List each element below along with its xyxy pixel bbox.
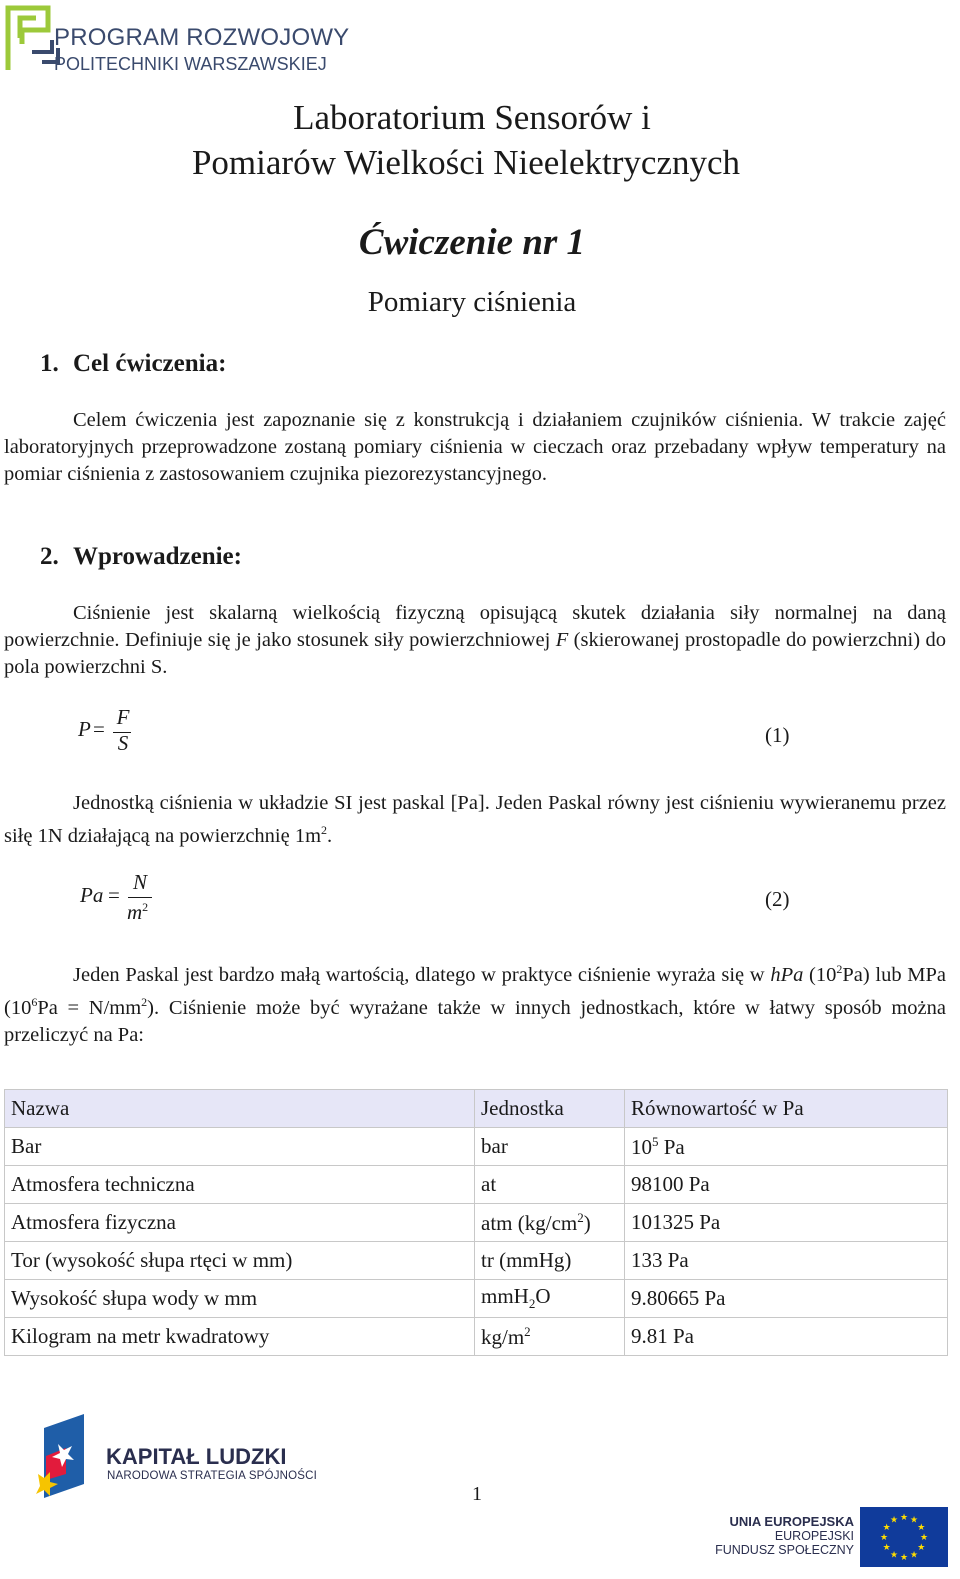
table-row — [5, 1128, 948, 1166]
cell-unit-name: Kilogram na metr kwadratowy — [5, 1318, 475, 1356]
si-unit-text: Jednostką ciśnienia w układzie SI jest paskal [Pa]. Jeden Paskal równy jest ciśnieniu wywieranemu przez siłę 1N działającą na powierzchnię 1m — [4, 792, 946, 847]
formula2-eq: = — [108, 883, 120, 907]
pa-value: 101325 Pa — [631, 1210, 721, 1234]
section-number: 2. — [40, 543, 59, 570]
cell-pa-equivalent — [625, 1242, 948, 1280]
kapital-ludzki-title: KAPITAŁ LUDZKI — [106, 1444, 287, 1469]
formula2-den-exponent: 2 — [142, 900, 149, 914]
eu-star-icon: ★ — [917, 1542, 926, 1552]
unit-symbol: atm (kg/cm — [481, 1210, 578, 1235]
politechnika-program-logo — [4, 4, 350, 76]
formula2-lhs: Pa — [80, 883, 104, 907]
pa-value: 98100 Pa — [631, 1172, 710, 1196]
units-text-b: (10 — [803, 963, 837, 986]
cell-unit-name: Bar — [5, 1128, 475, 1166]
cell-pa-equivalent — [625, 1204, 948, 1242]
cell-unit-symbol — [475, 1204, 625, 1242]
formula1-lhs: P — [78, 717, 91, 741]
table-row — [5, 1204, 948, 1242]
formula1-numerator: F — [116, 705, 130, 729]
equation-number-1: (1) — [765, 723, 790, 747]
eu-star-icon: ★ — [919, 1532, 929, 1542]
pa-value-unit: Pa — [658, 1134, 685, 1159]
pa-value: 9.81 Pa — [631, 1324, 694, 1348]
cell-unit-symbol — [475, 1166, 625, 1204]
intro-text-a: Ciśnienie jest skalarną wielkością fizyczną opisującą skutek działania siły normalnej na daną powierzchnie. Definiuje się je jako stosunek siły powierzchniowej — [4, 602, 946, 651]
kapital-ludzki-emblem-icon — [36, 1414, 96, 1506]
units-text-c: Pa) lub MPa (10 — [4, 963, 947, 1019]
column-header-value: Równowartość w Pa — [625, 1090, 948, 1128]
units-sup-1: 2 — [836, 962, 843, 976]
exercise-title: Ćwiczenie nr 1 — [358, 222, 586, 263]
cell-unit-symbol — [475, 1318, 625, 1356]
unit-tail: ) — [583, 1210, 591, 1235]
unit-tail: O — [535, 1284, 551, 1309]
unit-superscript: 2 — [577, 1209, 584, 1225]
eu-logo-line2: EUROPEJSKI — [774, 1529, 854, 1543]
section-heading-goal — [40, 350, 226, 378]
page-number: 1 — [472, 1483, 482, 1505]
cell-unit-symbol — [475, 1242, 625, 1280]
hpa-unit: hPa — [770, 963, 804, 986]
formula2-fraction-bar — [128, 897, 152, 898]
cell-pa-equivalent — [625, 1166, 948, 1204]
kapital-ludzki-logo — [36, 1414, 316, 1506]
column-header-unit: Jednostka — [475, 1090, 625, 1128]
pa-value: 133 Pa — [631, 1248, 689, 1272]
equation-number-2: (2) — [765, 887, 790, 911]
unit-symbol: kg/m — [481, 1324, 525, 1349]
intro-paragraph-3 — [4, 956, 946, 1049]
formula1-eq: = — [93, 717, 105, 741]
eu-star-icon: ★ — [889, 1514, 899, 1525]
document-title-line2: Pomiarów Wielkości Nieelektrycznych — [191, 143, 741, 182]
section-heading-intro — [40, 543, 242, 571]
eu-star-icon: ★ — [899, 1552, 909, 1562]
eu-social-fund-logo — [715, 1505, 950, 1569]
cell-unit-name: Atmosfera techniczna — [5, 1166, 475, 1204]
unit-symbol: at — [481, 1172, 497, 1196]
pa-value: 10 — [631, 1134, 652, 1159]
document-title-line1: Laboratorium Sensorów i — [293, 98, 651, 137]
unit-superscript: 2 — [524, 1323, 531, 1339]
units-text-d: Pa = N/mm — [37, 996, 142, 1019]
eu-star-icon: ★ — [909, 1514, 919, 1525]
section-title: Cel ćwiczenia: — [73, 350, 227, 377]
cell-unit-name: Wysokość słupa wody w mm — [5, 1280, 475, 1318]
cell-pa-equivalent — [625, 1128, 948, 1166]
pa-value-exponent: 5 — [652, 1133, 659, 1149]
eu-logo-line1: UNIA EUROPEJSKA — [729, 1514, 854, 1529]
cell-unit-symbol — [475, 1128, 625, 1166]
formula2-den-base: m — [127, 900, 143, 924]
goal-paragraph — [4, 407, 946, 488]
pa-value: 9.80665 Pa — [631, 1286, 726, 1310]
eu-star-icon: ★ — [917, 1522, 926, 1532]
section-number: 1. — [40, 350, 59, 377]
unit-subscript: 2 — [528, 1296, 536, 1312]
eu-star-icon: ★ — [882, 1522, 891, 1532]
units-text-a: Jeden Paskal jest bardzo małą wartością, dlatego w praktyce ciśnienie wyraża się w — [73, 963, 771, 986]
eu-logo-text — [715, 1515, 854, 1557]
column-header-name: Nazwa — [5, 1090, 475, 1128]
cell-unit-name: Atmosfera fizyczna — [5, 1204, 475, 1242]
kapital-ludzki-subtitle: NARODOWA STRATEGIA SPÓJNOŚCI — [107, 1470, 318, 1482]
intro-text-b: (skierowanej prostopadle do powierzchni) do pola powierzchni S. — [4, 629, 946, 678]
table-row — [5, 1280, 948, 1318]
units-sup-2: 6 — [31, 994, 38, 1009]
formula-pascal — [80, 870, 200, 926]
logo-line2: POLITECHNIKI WARSZAWSKIEJ — [54, 54, 327, 74]
si-unit-end: . — [327, 824, 333, 847]
table-header-row — [5, 1090, 948, 1128]
formula2-numerator: N — [132, 870, 147, 894]
formula1-denominator: S — [117, 731, 129, 755]
eu-logo-line3: FUNDUSZ SPOŁECZNY — [715, 1543, 854, 1557]
cell-unit-symbol — [475, 1280, 625, 1318]
goal-text: Celem ćwiczenia jest zapoznanie się z konstrukcją i działaniem czujników ciśnienia. W trakcie zajęć laboratoryjnych przeprowadzone zostaną pomiary ciśnienia w cieczach oraz przebadany wpływ temperatury na pomiar ciśnienia z zastosowaniem czujnika piezorezystancyjnego. — [4, 409, 946, 485]
intro-paragraph-1 — [4, 600, 946, 681]
formula-pressure — [78, 705, 198, 757]
logo-line1: PROGRAM ROZWOJOWY — [54, 24, 350, 51]
unit-symbol: mmH — [481, 1284, 529, 1309]
cell-pa-equivalent — [625, 1318, 948, 1356]
table-row — [5, 1242, 948, 1280]
eu-star-icon: ★ — [909, 1549, 919, 1560]
eu-star-icon: ★ — [889, 1549, 899, 1560]
program-rozwojowy-logo-icon — [4, 4, 60, 72]
eu-star-icon: ★ — [882, 1542, 891, 1552]
unit-symbol: tr (mmHg) — [481, 1248, 572, 1272]
cell-unit-name: Tor (wysokość słupa rtęci w mm) — [5, 1242, 475, 1280]
pressure-units-table — [4, 1089, 948, 1356]
formula2-denominator — [127, 900, 157, 925]
eu-flag-icon — [860, 1507, 948, 1567]
eu-star-icon: ★ — [899, 1512, 909, 1522]
exercise-subject: Pomiary ciśnienia — [367, 286, 577, 318]
units-text-e: ). Ciśnienie może być wyrażane także w innych jednostkach, które w łatwy sposób można przeliczyć na Pa: — [4, 996, 947, 1046]
eu-star-icon: ★ — [879, 1532, 889, 1542]
section-title: Wprowadzenie: — [73, 543, 242, 570]
intro-paragraph-2 — [4, 790, 946, 850]
eu-stars-icon — [860, 1507, 948, 1567]
force-variable: F — [555, 629, 569, 651]
table-row — [5, 1318, 948, 1356]
unit-symbol: bar — [481, 1134, 508, 1158]
si-unit-sup: 2 — [321, 823, 328, 837]
table-row — [5, 1166, 948, 1204]
cell-pa-equivalent — [625, 1280, 948, 1318]
units-sup-3: 2 — [141, 994, 148, 1009]
